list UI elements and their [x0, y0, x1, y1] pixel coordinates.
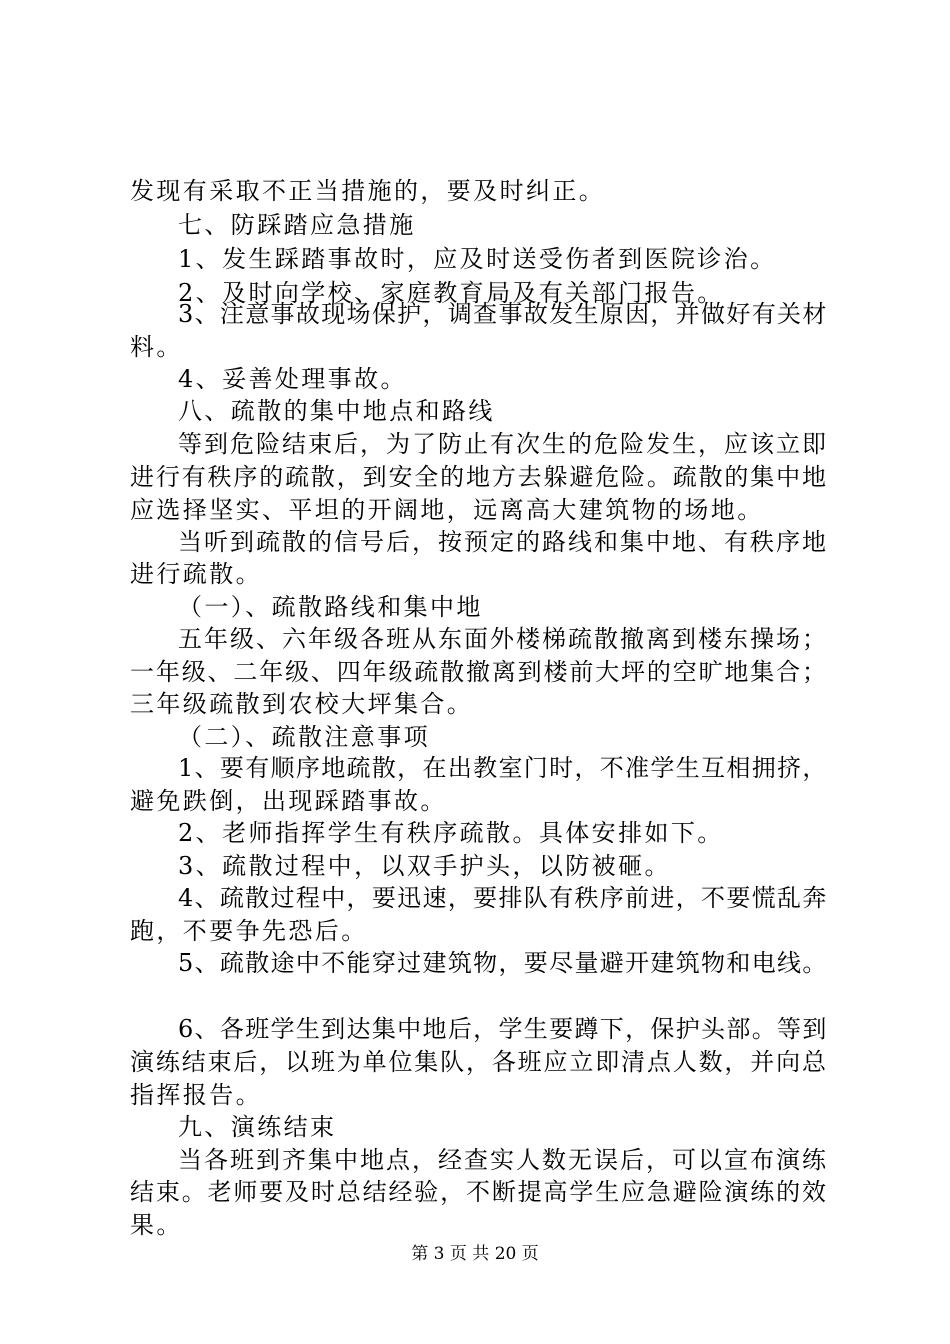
- text-line: 应选择坚实、平坦的开阔地，远离高大建筑物的场地。: [130, 496, 764, 524]
- page-number: 第 3 页 共 20 页: [411, 1244, 539, 1264]
- section-heading: 七、防踩踏应急措施: [178, 211, 416, 239]
- text-line: 5、疏散途中不能穿过建筑物，要尽量避开建筑物和电线。: [178, 949, 828, 977]
- text-line: 1、要有顺序地疏散，在出教室门时，不准学生互相拥挤，: [178, 754, 828, 782]
- text-line: 料。: [130, 333, 183, 361]
- text-line: 指挥报告。: [130, 1081, 262, 1109]
- section-heading: 八、疏散的集中地点和路线: [178, 397, 495, 425]
- text-line: 五年级、六年级各班从东面外楼梯疏散撤离到楼东操场；: [178, 625, 828, 653]
- text-line: 结束。老师要及时总结经验，不断提高学生应急避险演练的效: [130, 1178, 828, 1206]
- text-line: 2、老师指挥学生有秩序疏散。具体安排如下。: [178, 819, 724, 847]
- text-line: 进行有秩序的疏散，到安全的地方去躲避危险。疏散的集中地: [130, 463, 828, 491]
- text-line: 4、疏散过程中，要迅速，要排队有秩序前进，不要慌乱奔: [178, 884, 828, 912]
- text-line: 当听到疏散的信号后，按预定的路线和集中地、有秩序地: [178, 528, 828, 556]
- text-line: 三年级疏散到农校大坪集合。: [130, 690, 474, 718]
- text-line: 果。: [130, 1211, 183, 1239]
- text-line: 6、各班学生到达集中地后，学生要蹲下，保护头部。等到: [178, 1015, 828, 1043]
- text-line: 演练结束后，以班为单位集队，各班应立即清点人数，并向总: [130, 1048, 828, 1076]
- section-heading: 九、演练结束: [178, 1113, 337, 1141]
- text-line: 4、妥善处理事故。: [178, 365, 407, 393]
- text-line: 跑，不要争先恐后。: [130, 917, 368, 945]
- text-line: 当各班到齐集中地点，经查实人数无误后，可以宣布演练: [178, 1146, 828, 1174]
- section-heading: （一）、疏散路线和集中地: [178, 593, 483, 621]
- text-line: 3、注意事故现场保护，调查事故发生原因，并做好有关材: [178, 300, 828, 328]
- section-heading: （二）、疏散注意事项: [178, 723, 430, 751]
- text-line: 3、疏散过程中，以双手护头，以防被砸。: [178, 852, 671, 880]
- text-line: 进行疏散。: [130, 560, 262, 588]
- text-line: 1、发生踩踏事故时，应及时送受伤者到医院诊治。: [178, 245, 777, 273]
- text-line: 一年级、二年级、四年级疏散撤离到楼前大坪的空旷地集合；: [130, 658, 828, 686]
- text-line: 避免跌倒，出现踩踏事故。: [130, 787, 447, 815]
- text-line: 等到危险结束后，为了防止有次生的危险发生，应该立即: [178, 430, 828, 458]
- text-line: 发现有采取不正当措施的，要及时纠正。: [130, 177, 606, 205]
- text-line: 2、及时向学校、家庭教育局及有关部门报告。: [178, 279, 724, 307]
